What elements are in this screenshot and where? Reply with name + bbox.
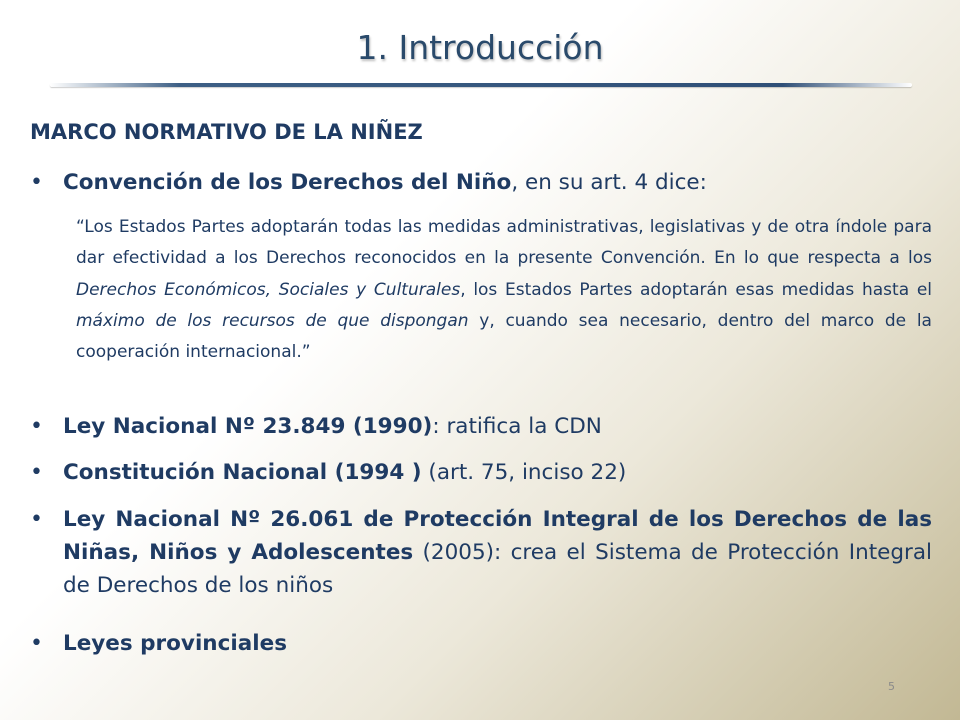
bullet-item-ley-26061 [30, 503, 932, 602]
quote-text-2: , los Estados Partes adoptarán esas medidas hasta el [460, 279, 933, 300]
bullet-item-ley-23849 [30, 410, 932, 443]
bullet-bold-text: Ley Nacional Nº 26.061 de Protección Integral de los Derechos de las Niñas, Niños y Adolescentes [63, 507, 932, 565]
bullet-text [63, 410, 932, 443]
bullet-bold-text: Ley Nacional Nº 23.849 (1990) [63, 414, 433, 439]
bullet-plain-text: (art. 75, inciso 22) [421, 460, 627, 485]
quote-italic-1: Derechos Económicos, Sociales y Culturales [76, 279, 461, 300]
bullet-text [63, 166, 932, 199]
quote-text-3: y, cuando sea necesario, dentro del marco de la cooperación internacional.” [76, 310, 932, 363]
page-number: 5 [888, 680, 895, 693]
slide-title: 1. Introducción [356, 28, 604, 67]
bullet-bold-text: Leyes provinciales [63, 631, 287, 656]
bullet-icon: • [30, 414, 43, 439]
bullet-item-leyes-provinciales [30, 627, 932, 660]
section-heading: MARCO NORMATIVO DE LA NIÑEZ [30, 120, 423, 144]
bullet-text [63, 503, 932, 602]
bullet-plain-text: (2005): crea el Sistema de Protección Integral de Derechos de los niños [63, 540, 932, 598]
quote-italic-2: máximo de los recursos de que dispongan [76, 310, 469, 331]
bullet-item-convencion [30, 166, 932, 199]
bullet-text [63, 627, 932, 660]
bullet-icon: • [30, 631, 43, 656]
bullet-icon: • [30, 170, 43, 195]
title-underline [50, 83, 912, 87]
bullet-bold-text: Convención de los Derechos del Niño [63, 170, 512, 195]
bullet-icon: • [30, 507, 43, 532]
article-quote [76, 212, 932, 368]
bullet-item-constitucion [30, 456, 932, 489]
bullet-plain-text: , en su art. 4 dice: [511, 170, 707, 195]
bullet-icon: • [30, 460, 43, 485]
bullet-text [63, 456, 932, 489]
bullet-bold-text: Constitución Nacional (1994 ) [63, 460, 422, 485]
bullet-plain-text: : ratifica la CDN [432, 414, 602, 439]
quote-text-1: “Los Estados Partes adoptarán todas las medidas administrativas, legislativas y de otra índole para dar efectividad a los Derechos reconocidos en la presente Convención. En lo que respecta a los [76, 217, 932, 269]
